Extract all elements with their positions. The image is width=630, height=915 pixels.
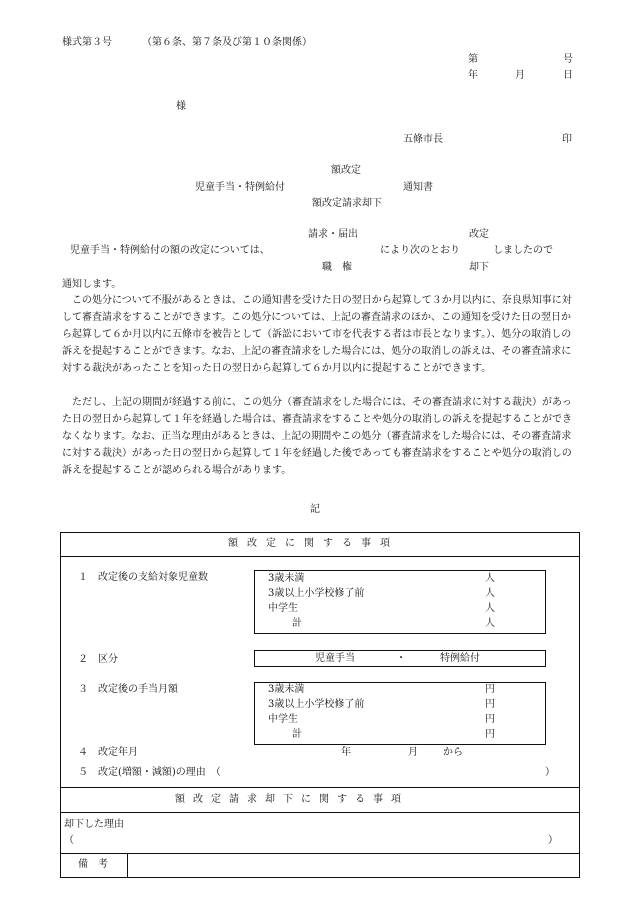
unit-persons: 人 <box>485 588 495 599</box>
form-number: 様式第３号 <box>62 37 112 48</box>
number-label: 第 <box>468 54 478 65</box>
date-day: 日 <box>563 70 573 81</box>
row-under3: 3歳未満 <box>268 684 305 695</box>
appeal-limit-paragraph: ただし、上記の期間が経過する前に、この処分（審査請求をした場合には、その審査請求に対する裁決）があった日の翌日から起算して１年を経過した場合は、審査請求をすることや処分の取消しの訴えを提起することができなくなります。なお、正当な理由があるときは、上記の期間やこの処分（審査請求をした場合には、その審査請求に対する裁決）があった日の翌日から起算して１年を経過した後であっても審査請求をすることや処分の取消しの訴えを提起することが認められる場合があります。 <box>62 397 572 476</box>
row-junior-high: 中学生 <box>268 714 298 725</box>
title-option-rejection: 額改定請求却下 <box>312 198 382 209</box>
date-month: 月 <box>515 70 525 81</box>
number-suffix: 号 <box>563 54 573 65</box>
revision-month: 月 <box>408 747 418 758</box>
unit-yen: 円 <box>485 699 495 710</box>
notice-tail: 通知します。 <box>62 279 122 290</box>
row-junior-high: 中学生 <box>268 603 298 614</box>
category-child-allowance: 児童手当 <box>315 653 355 664</box>
revision-from: から <box>443 747 463 758</box>
unit-yen: 円 <box>485 729 495 740</box>
rejection-reason-label: 却下した理由 <box>64 819 124 830</box>
option-reject: 却下 <box>469 262 489 273</box>
notice-text-a: 児童手当・特例給付の額の改定については、 <box>70 245 270 256</box>
item2-label: ２ 区分 <box>78 654 118 665</box>
option-request: 請求・届出 <box>308 229 358 240</box>
issuer-name: 五條市長 <box>403 134 443 145</box>
revision-year: 年 <box>341 747 351 758</box>
unit-yen: 円 <box>485 714 495 725</box>
section-rejection-header: 額改定請求却下に関する事項 <box>175 794 409 805</box>
row-total: 計 <box>292 618 302 629</box>
item1-label: １ 改定後の支給対象児童数 <box>78 572 208 583</box>
category-special-benefit: 特例給付 <box>440 653 480 664</box>
notice-text-b: により次のとおり <box>380 245 460 256</box>
item4-label: ４ 改定年月 <box>78 747 138 758</box>
addressee-honorific: 様 <box>176 101 186 112</box>
divider <box>60 787 580 788</box>
unit-persons: 人 <box>485 573 495 584</box>
divider <box>60 853 580 854</box>
title-option-revision: 額改定 <box>331 165 361 176</box>
date-year: 年 <box>468 70 478 81</box>
row-under3: 3歳未満 <box>268 573 305 584</box>
row-3-to-elementary: 3歳以上小学校修了前 <box>268 699 365 710</box>
rejection-reason-open: （ <box>64 835 74 846</box>
unit-persons: 人 <box>485 618 495 629</box>
notice-text-c: しましたので <box>493 245 553 256</box>
appeal-paragraph: この処分について不服があるときは、この通知書を受けた日の翌日から起算して３か月以内に、奈良県知事に対して審査請求をすることができます。この処分については、上記の審査請求のほか、この通知を受けた日の翌日から起算して６か月以内に五條市を被告として（訴訟において市を代表する者は市長となります。）、処分の取消しの訴えを提起することができます。なお、上記の審査請求をした場合には、処分の取消しの訴えは、その審査請求に対する裁決があったことを知った日の翌日から起算して６か月以内に提起することができます。 <box>62 295 572 374</box>
ki-heading: 記 <box>310 504 320 515</box>
row-total: 計 <box>292 729 302 740</box>
item5-label: ５ 改定(増額・減額)の理由 （ <box>78 767 221 778</box>
row-3-to-elementary: 3歳以上小学校修了前 <box>268 588 365 599</box>
option-revise: 改定 <box>469 229 489 240</box>
related-articles: （第６条、第７条及び第１０条関係） <box>142 37 312 48</box>
title-notice: 通知書 <box>403 182 433 193</box>
remarks-label: 備 考 <box>78 859 108 870</box>
divider <box>60 556 580 557</box>
item5-close: ） <box>545 767 555 778</box>
title-main: 児童手当・特例給付 <box>195 182 285 193</box>
unit-yen: 円 <box>485 684 495 695</box>
rejection-reason-close: ） <box>548 835 558 846</box>
divider <box>127 853 128 878</box>
unit-persons: 人 <box>485 603 495 614</box>
divider <box>60 812 580 813</box>
seal-mark: 印 <box>562 134 572 145</box>
option-ex-officio: 職 権 <box>322 262 352 273</box>
section-revision-header: 額改定に関する事項 <box>228 538 399 549</box>
category-separator: ・ <box>396 653 406 664</box>
item3-label: ３ 改定後の手当月額 <box>78 684 178 695</box>
